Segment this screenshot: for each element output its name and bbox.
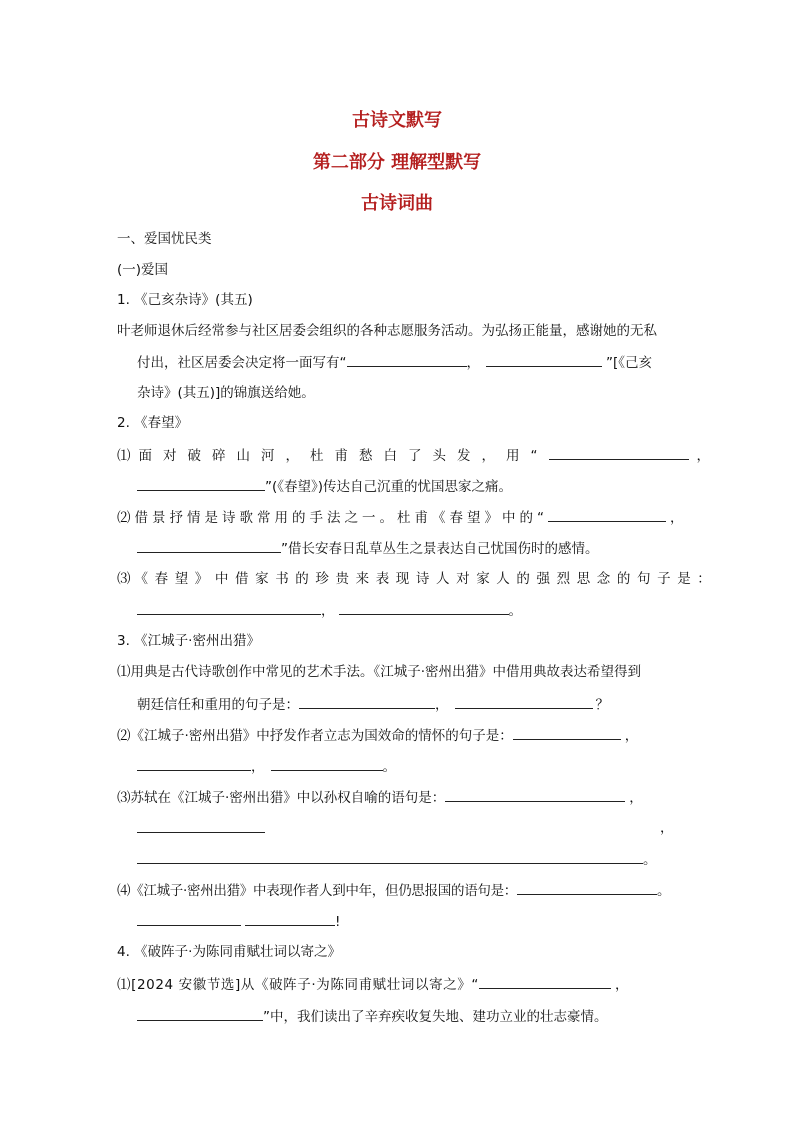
question-text: 朝廷信任和重用的句子是： — [137, 697, 299, 713]
question-1-line-2 — [137, 352, 652, 373]
question-2-part-1-line-2 — [137, 476, 512, 497]
answer-blank[interactable] — [548, 507, 666, 522]
punctuation: ， — [321, 603, 335, 619]
question-2-title: 2. 《春望》 — [117, 415, 189, 431]
punctuation: ， — [251, 759, 265, 775]
question-3-part-3 — [117, 787, 643, 808]
question-3-part-2-line-2 — [137, 756, 396, 777]
question-3-part-4-line-2 — [137, 911, 340, 932]
answer-blank[interactable] — [245, 911, 335, 926]
punctuation: ， — [660, 820, 674, 836]
answer-blank[interactable] — [455, 694, 593, 709]
question-text: ”(《春望》)传达自己沉重的忧国思家之痛。 — [265, 479, 513, 495]
answer-blank[interactable] — [137, 600, 321, 615]
question-3-part-1-line-2 — [137, 694, 609, 715]
question-1-line-3: 杂诗》(其五)]的锦旗送给她。 — [137, 385, 315, 401]
question-3-part-2 — [117, 725, 638, 746]
answer-blank[interactable] — [486, 352, 602, 367]
question-text: ⑶苏轼在《江城子·密州出猎》中以孙权自喻的语句是： — [117, 790, 446, 806]
question-text: ⑴[2024 安徽节选]从《破阵子·为陈同甫赋壮词以寄之》“ — [117, 977, 479, 993]
question-4-part-1 — [117, 974, 628, 995]
question-text: 借景抒情是诗歌常用的手法之一。杜甫《春望》中的“ — [134, 510, 548, 526]
question-1-source: ”[《己亥 — [606, 355, 653, 371]
answer-blank[interactable] — [513, 725, 621, 740]
question-1-title: 1. 《己亥杂诗》(其五) — [117, 292, 253, 308]
question-4-part-1-line-2 — [137, 1006, 608, 1027]
question-text: ⑵《江城子·密州出猎》中抒发作者立志为国效命的情怀的句子是： — [117, 728, 513, 744]
part-label: ⑴ — [117, 448, 131, 464]
punctuation: 。 — [657, 883, 671, 899]
answer-blank[interactable] — [137, 818, 265, 833]
answer-blank[interactable] — [479, 974, 611, 989]
punctuation: ， — [466, 355, 480, 371]
question-2-part-2-line-2 — [137, 538, 599, 559]
section-subheading: (一)爱国 — [117, 262, 169, 278]
question-2-part-3-line-2 — [137, 600, 522, 621]
punctuation: 。 — [643, 852, 657, 868]
answer-blank[interactable] — [339, 600, 509, 615]
answer-blank[interactable] — [445, 787, 625, 802]
part-title: 第二部分 理解型默写 — [312, 152, 482, 173]
answer-blank[interactable] — [271, 756, 383, 771]
answer-blank[interactable] — [137, 1006, 263, 1021]
answer-blank[interactable] — [137, 911, 241, 926]
punctuation: ？ — [595, 697, 609, 713]
question-2-part-1 — [117, 445, 710, 466]
question-text: 面对破碎山河，杜甫愁白了头发，用“ — [138, 448, 549, 464]
punctuation: ， — [696, 448, 710, 464]
question-3-part-1: ⑴用典是古代诗歌创作中常见的艺术手法。《江城子·密州出猎》中借用典故表达希望得到 — [117, 664, 642, 680]
part-label: ⑵ — [117, 510, 131, 526]
answer-blank[interactable] — [137, 538, 281, 553]
answer-blank[interactable] — [517, 880, 657, 895]
main-title: 古诗文默写 — [352, 110, 442, 131]
question-text: ”借长安春日乱草丛生之景表达自己忧国伤时的感情。 — [281, 541, 599, 557]
question-3-part-4 — [117, 880, 671, 901]
question-text: ⑷《江城子·密州出猎》中表现作者人到中年，但仍思报国的语句是： — [117, 883, 517, 899]
punctuation: ， — [624, 728, 639, 744]
punctuation: ， — [670, 510, 684, 526]
part-label: ⑶ — [117, 571, 131, 587]
punctuation: ， — [629, 790, 643, 806]
question-text: 《春望》中借家书的珍贵来表现诗人对家人的强烈思念的句子是： — [134, 571, 718, 587]
answer-blank[interactable] — [137, 476, 265, 491]
punctuation: 。 — [382, 759, 396, 775]
punctuation: ， — [614, 977, 629, 993]
punctuation: ， — [435, 697, 449, 713]
sub-title: 古诗词曲 — [361, 193, 433, 214]
question-4-title: 4. 《破阵子·为陈同甫赋壮词以寄之》 — [117, 944, 341, 960]
answer-blank[interactable] — [299, 694, 435, 709]
question-2-part-3 — [117, 569, 717, 589]
answer-blank[interactable] — [137, 756, 251, 771]
question-1-line-1: 叶老师退休后经常参与社区居委会组织的各种志愿服务活动。为弘扬正能量，感谢她的无私 — [117, 323, 657, 339]
question-3-part-3-line-2 — [137, 818, 265, 839]
question-text: ”中，我们读出了辛弃疾收复失地、建功立业的壮志豪情。 — [263, 1009, 608, 1025]
answer-blank[interactable] — [549, 445, 689, 460]
question-3-part-3-line-3 — [137, 849, 657, 870]
question-1-text: 付出，社区居委会决定将一面写有“ — [137, 355, 347, 371]
answer-blank[interactable] — [137, 849, 643, 864]
answer-blank[interactable] — [347, 352, 467, 367]
section-heading: 一、爱国忧民类 — [117, 231, 212, 247]
question-2-part-2 — [117, 507, 684, 528]
punctuation: ! — [335, 914, 341, 930]
question-3-title: 3. 《江城子·密州出猎》 — [117, 633, 260, 649]
punctuation: 。 — [508, 603, 522, 619]
